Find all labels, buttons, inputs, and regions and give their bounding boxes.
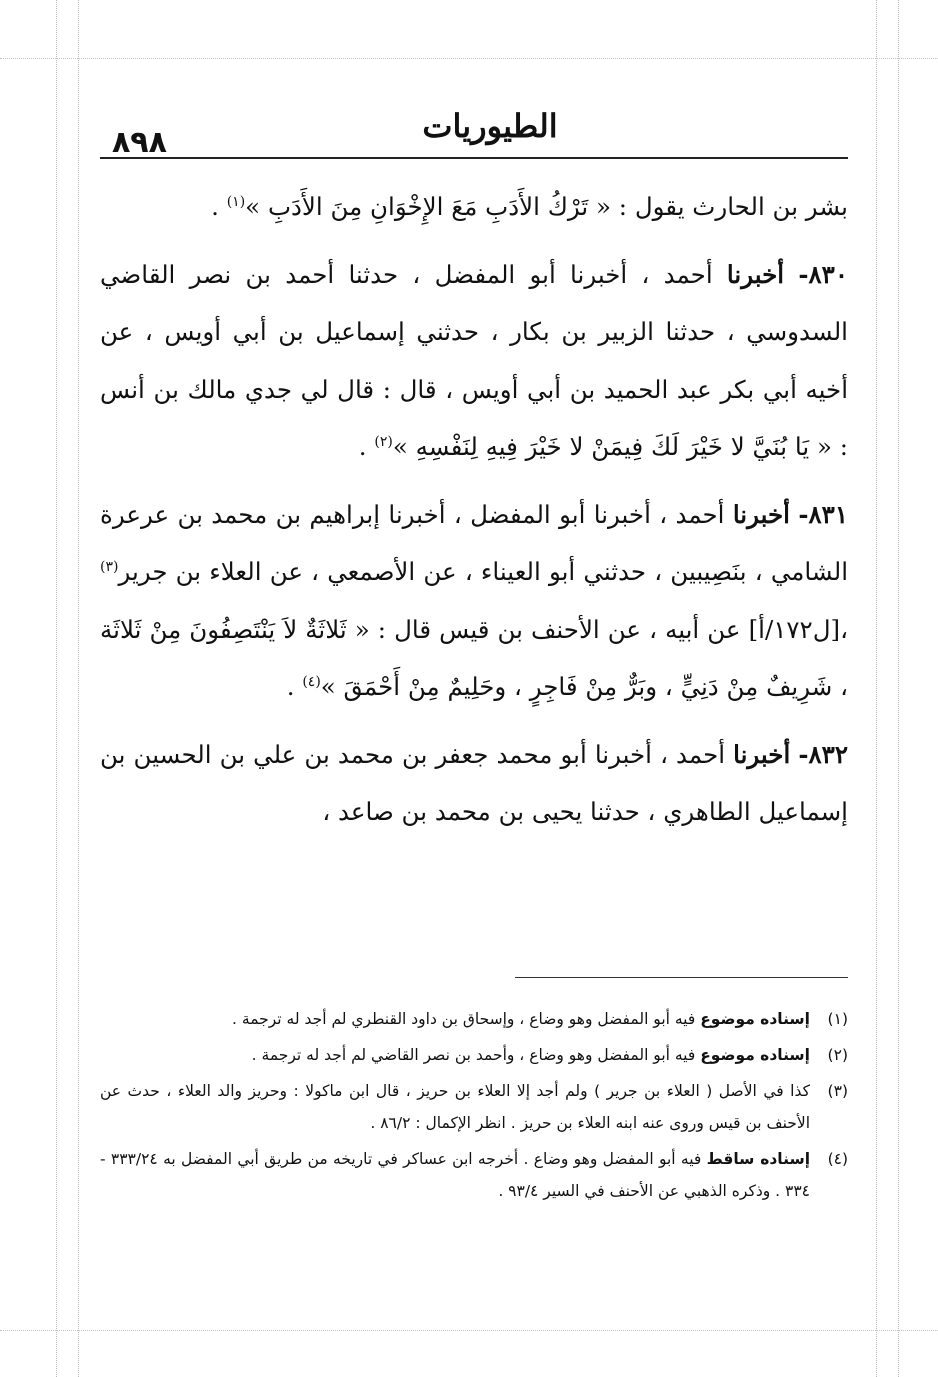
sentence-end: . [286,672,303,701]
footnote-label: (١) [827,1010,848,1028]
footnote-separator [515,977,848,978]
footnote-text: فيه أبو المفضل وهو وضاع ، وإسحاق بن داود القنطري لم أجد له ترجمة . [232,1010,701,1028]
footnote-label: (٣) [827,1082,848,1100]
footnote-text: فيه أبو المفضل وهو وضاع . أخرجه ابن عساكر في تاريخه من طريق أبي المفضل به ٣٣٣/٢٤ - ٣٣٤ . وذكره الذهبي عن الأحنف في السير ٩٣/٤ . [100,1150,810,1200]
footnote-text: فيه أبو المفضل وهو وضاع ، وأحمد بن نصر القاضي لم أجد له ترجمة . [251,1046,701,1064]
entry-text: ،[ل١٧٢/أ] عن أبيه ، عن الأحنف بن قيس قال : « ثَلاثَةٌ لاَ يَنْتَصِفُونَ مِنْ ثَلاثَة ، شَرِيفٌ مِنْ دَنِيٍّ ، وبَرٌّ مِنْ فَاجِرٍ ، وحَلِيمٌ مِنْ أَحْمَقَ » [100,614,848,701]
hadith-entry-831 [100,486,848,716]
footnote-text: كذا في الأصل ( العلاء بن جرير ) ولم أجد إلا العلاء بن حريز ، قال ابن ماكولا : وحريز والد العلاء ، حدث عن الأحنف بن قيس وروى عنه ابنه العلاء بن حريز . انظر الإكمال : ٨٦/٢ . [100,1082,810,1132]
footnote-grading: إسناده موضوع [700,1046,810,1064]
intro-line: بشر بن الحارث يقول : « تَرْكُ الأَدَبِ مَعَ الإِخْوَانِ مِنَ الأَدَبِ » [245,192,848,221]
page-guide-line [56,0,57,1377]
page-guide-line [898,0,899,1377]
footnote-item [100,1003,848,1035]
akhbarana-word: أخبرنا [726,259,785,289]
footnote-item [100,1143,848,1207]
entry-text: أحمد ، أخبرنا أبو المفضل ، أخبرنا إبراهيم بن محمد بن عرعرة الشامي ، بنَصِيبين ، حدثني أبو العيناء ، عن الأصمعي ، عن العلاء بن جرير [100,499,848,586]
footnote-item [100,1075,848,1139]
footnote-ref: (١) [226,193,246,210]
footnotes [100,1003,848,1211]
entry-number: ٨٣١- [798,499,848,529]
page-guide-line [0,58,938,59]
akhbarana-word: أخبرنا [732,499,790,529]
entry-number: ٨٣٠- [798,259,848,289]
hadith-entry-832 [100,726,848,841]
footnote-ref: (٢) [374,433,393,450]
footnote-item [100,1039,848,1071]
akhbarana-word: أخبرنا [733,739,791,769]
page-header [100,95,848,159]
page-guide-line [0,1330,938,1331]
entry-text: أحمد ، أخبرنا أبو المفضل ، حدثنا أحمد بن نصر القاضي السدوسي ، حدثنا الزبير بن بكار ، حدثني إسماعيل بن أبي أويس ، عن أخيه أبي بكر عبد الحميد بن أبي أويس ، قال : قال لي جدي مالك بن أنس : « يَا بُنَيَّ لا خَيْرَ لَكَ فِيمَنْ لا خَيْرَ فِيهِ لِنَفْسِهِ » [100,259,848,461]
page-number: ٨٩٨ [112,125,167,160]
page-guide-line [78,0,79,1377]
sentence-end: . [358,432,375,461]
main-text [100,178,848,841]
entry-text: أحمد ، أخبرنا أبو محمد جعفر بن محمد بن علي بن الحسين بن إسماعيل الطاهري ، حدثنا يحيى بن محمد بن صاعد ، [100,739,848,826]
entry-number: ٨٣٢- [798,739,848,769]
footnote-ref: (٣) [100,558,119,575]
footnote-label: (٢) [827,1046,848,1064]
sentence-end: . [211,192,227,221]
hadith-entry-830 [100,246,848,476]
intro-paragraph [100,178,848,236]
footnote-ref: (٤) [302,673,321,690]
footnote-grading: إسناده موضوع [700,1010,810,1028]
page-guide-line [876,0,877,1377]
book-title: الطيوريات [422,107,558,145]
footnote-label: (٤) [827,1150,849,1168]
footnote-grading: إسناده ساقط [706,1150,811,1168]
